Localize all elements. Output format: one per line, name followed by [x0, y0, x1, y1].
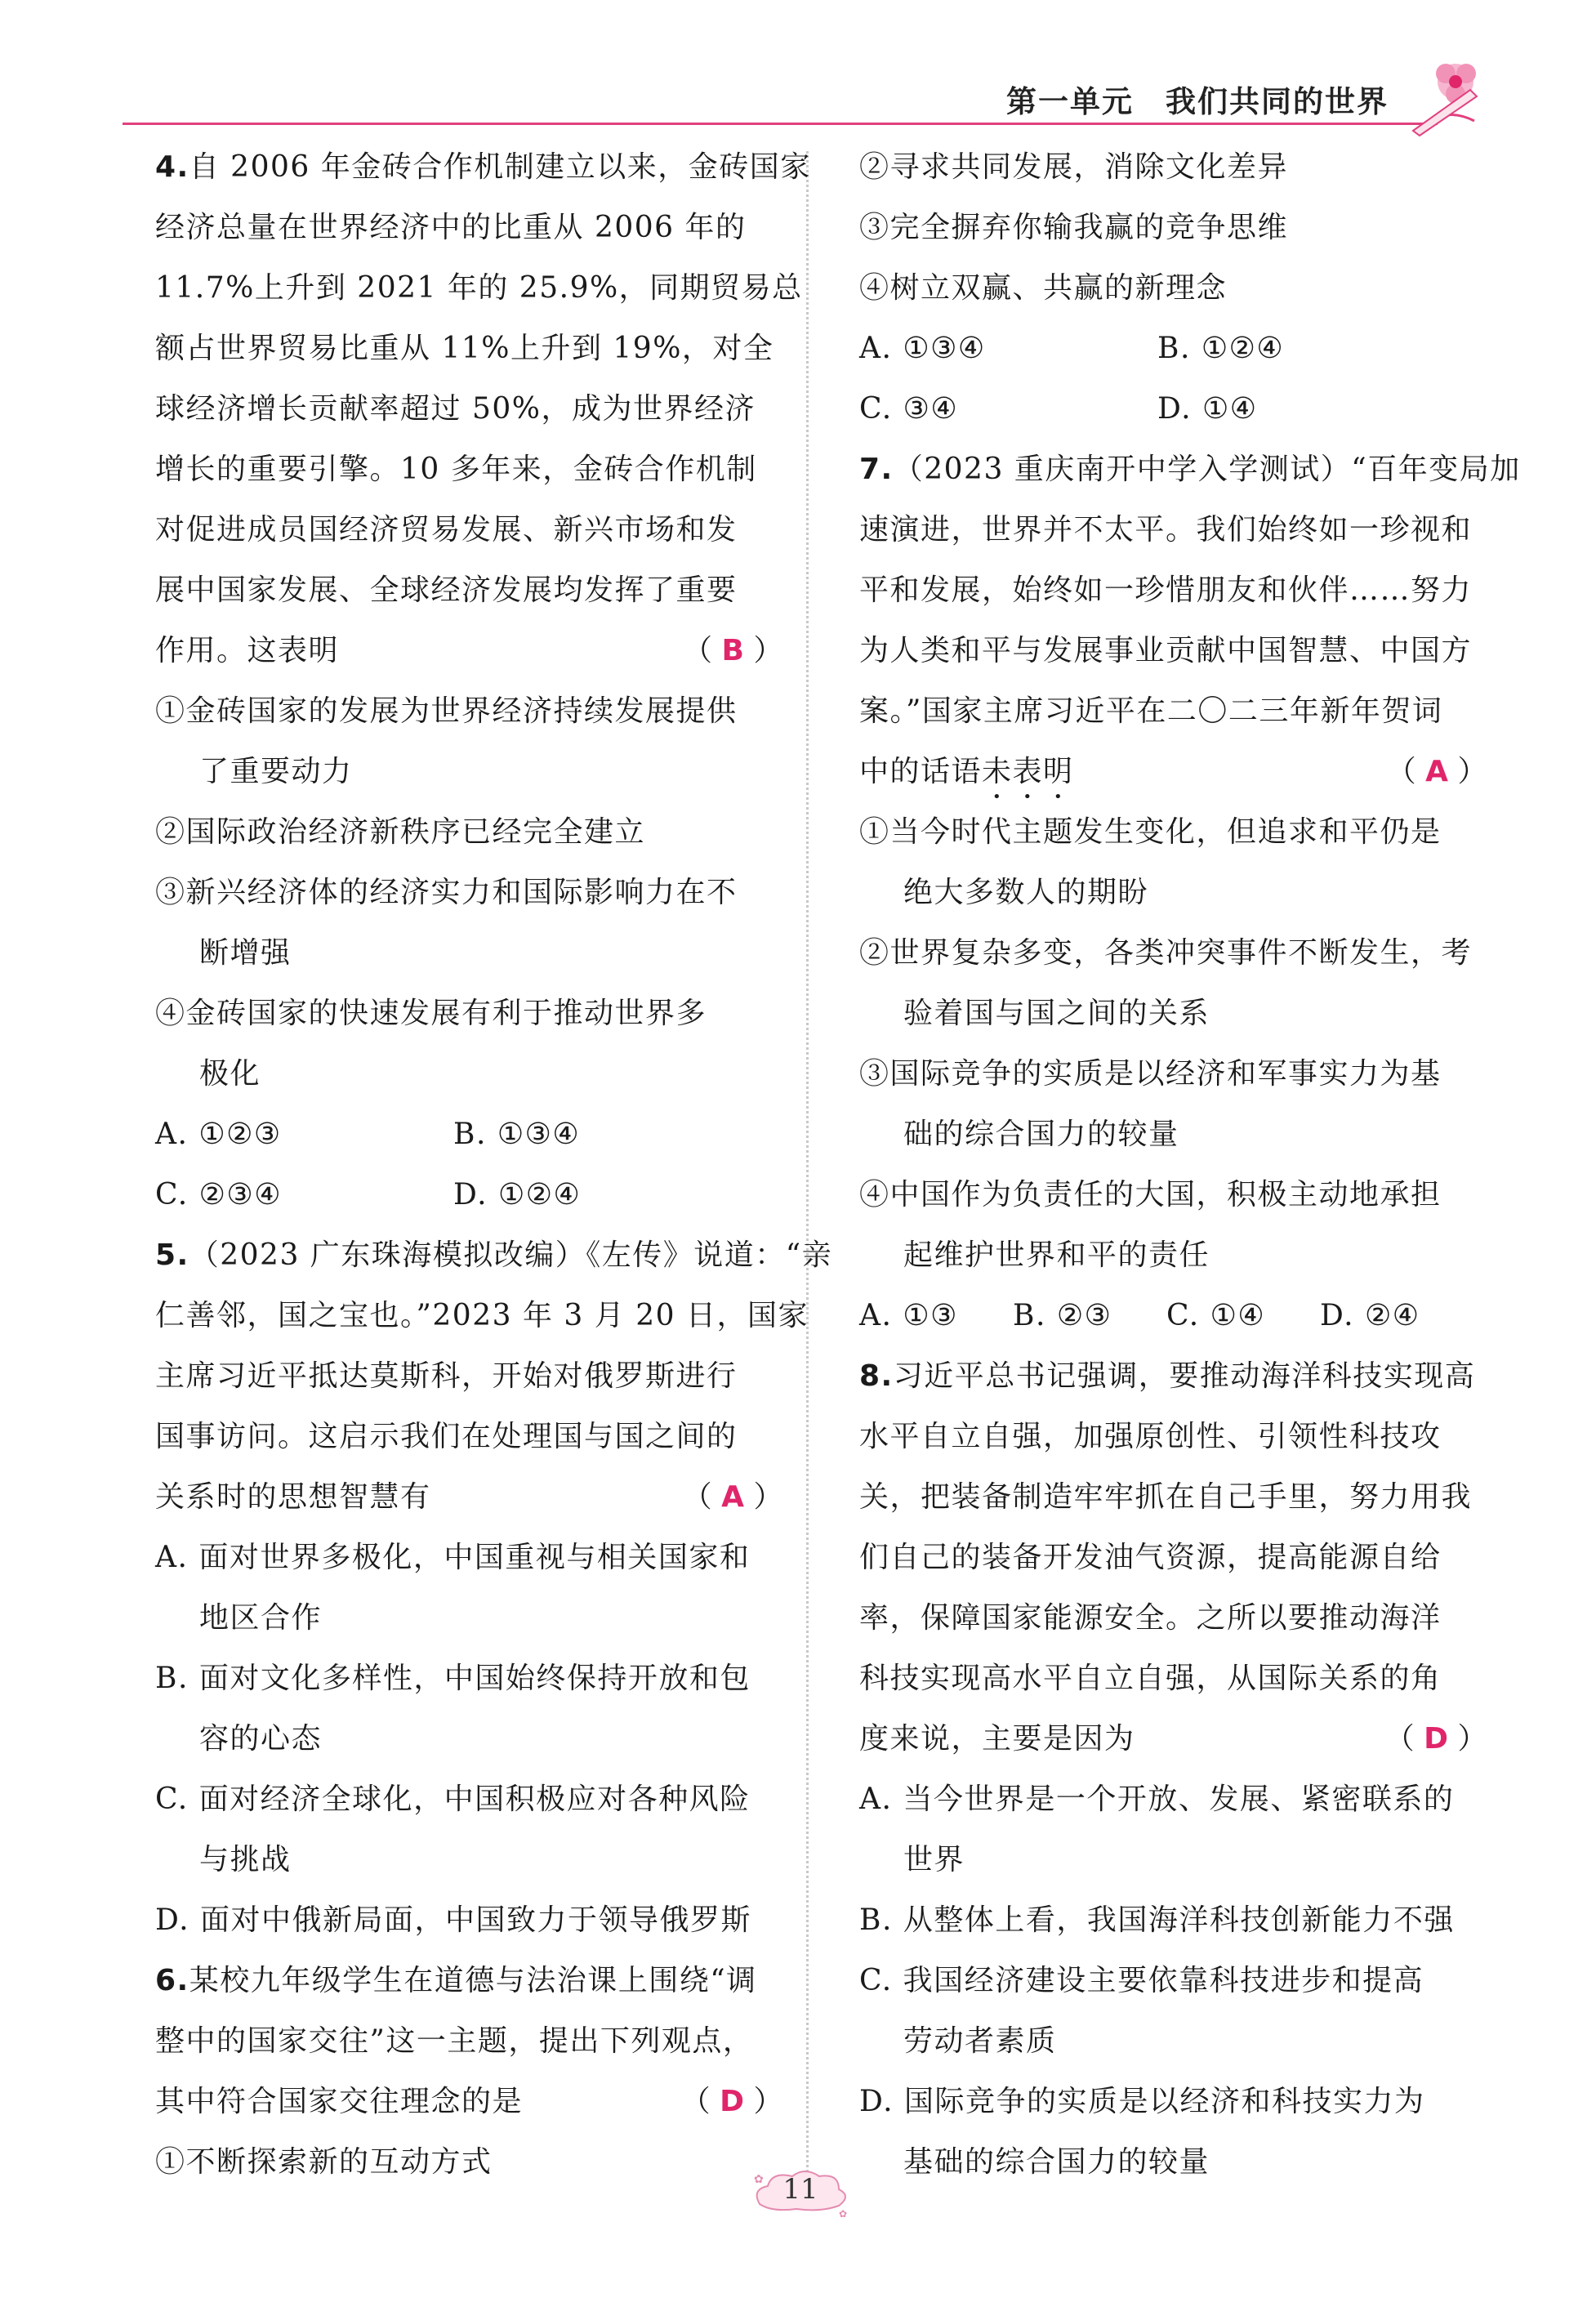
page-number: 11 — [782, 2173, 818, 2206]
continuation-line — [859, 863, 1488, 923]
option-row — [155, 1104, 784, 1165]
question-text: 作用。这表明 — [155, 634, 340, 667]
continuation-line — [155, 1588, 784, 1649]
text-line — [155, 1528, 784, 1588]
question-prompt-line — [155, 2072, 784, 2132]
unit-title: 第一单元 我们共同的世界 — [1006, 84, 1389, 119]
text-line — [859, 1649, 1488, 1709]
question-number: 4. — [155, 150, 189, 184]
answer-bracket: （ D ） — [1384, 1722, 1488, 1756]
text-line — [859, 2072, 1488, 2132]
line-text: 绝大多数人的期盼 — [903, 876, 1149, 909]
text-line — [155, 1769, 784, 1830]
line-text: ③国际竞争的实质是以经济和军事实力为基 — [859, 1057, 1442, 1091]
choice-option: B. ①②④ — [1157, 332, 1285, 365]
answer-letter: D — [720, 2085, 746, 2118]
text-line — [859, 1951, 1488, 2011]
text-line — [859, 1407, 1488, 1467]
question-text: （2023 重庆南开中学入学测试）“百年变局加 — [893, 453, 1521, 486]
continuation-line — [155, 742, 784, 802]
question-text: 自 2006 年金砖合作机制建立以来，金砖国家 — [189, 150, 811, 184]
line-text: ①金砖国家的发展为世界经济持续发展提供 — [155, 694, 738, 728]
text-line — [859, 802, 1488, 863]
line-text: ②世界复杂多变，各类冲突事件不断发生，考 — [859, 936, 1473, 970]
pencil-flower-icon — [1397, 49, 1495, 139]
question-stem-line — [155, 1951, 784, 2011]
line-text: D. 面对中俄新局面，中国致力于领导俄罗斯 — [155, 1903, 751, 1937]
text-line — [155, 1890, 784, 1951]
line-text: ②寻求共同发展，消除文化差异 — [859, 150, 1289, 184]
text-line — [859, 681, 1488, 742]
option-row — [859, 379, 1488, 440]
continuation-line — [859, 2132, 1488, 2193]
question-text: 度来说，主要是因为 — [859, 1722, 1135, 1756]
line-text: 主席习近平抵达莫斯科，开始对俄罗斯进行 — [155, 1359, 738, 1393]
answer-letter: A — [1425, 755, 1450, 788]
answer-letter: A — [721, 1480, 746, 1514]
text-line — [859, 621, 1488, 681]
text-line — [155, 802, 784, 863]
answer-bracket: （ B ） — [683, 634, 784, 667]
choice-option: B. ②③ — [1013, 1299, 1112, 1332]
line-text: 世界 — [903, 1843, 965, 1876]
page-header — [123, 49, 1495, 139]
line-text: 国事访问。这启示我们在处理国与国之间的 — [155, 1420, 738, 1453]
text-line — [859, 1890, 1488, 1951]
text-line — [859, 560, 1488, 621]
choice-option: D. ①④ — [1157, 392, 1258, 426]
answer-bracket: （ D ） — [680, 2085, 784, 2118]
text-line — [155, 319, 784, 379]
line-text: 案。”国家主席习近平在二〇二三年新年贺词 — [859, 694, 1443, 728]
line-text: 容的心态 — [199, 1722, 323, 1756]
text-line — [155, 258, 803, 319]
choice-option: A. ①③ — [859, 1299, 958, 1332]
text-line — [155, 500, 784, 560]
line-text: A. 当今世界是一个开放、发展、紧密联系的 — [859, 1783, 1455, 1816]
text-line — [859, 500, 1488, 560]
line-text: B. 面对文化多样性，中国始终保持开放和包 — [155, 1662, 751, 1695]
question-number: 5. — [155, 1238, 189, 1272]
page-footer — [747, 2165, 854, 2222]
choice-option: C. ①④ — [1166, 1299, 1266, 1332]
line-text: 础的综合国力的较量 — [903, 1118, 1179, 1151]
text-line — [155, 1346, 784, 1407]
option-row — [859, 319, 1488, 379]
line-text: ②国际政治经济新秩序已经完全建立 — [155, 815, 646, 849]
emphasized-text: 未表明 — [982, 755, 1074, 788]
question-prompt-line — [155, 1467, 784, 1528]
question-stem-line — [859, 440, 1521, 500]
question-stem-line — [155, 1225, 833, 1286]
text-line — [859, 198, 1488, 258]
text-line — [155, 198, 784, 258]
text-line — [859, 1165, 1488, 1225]
question-prompt-line — [859, 742, 1488, 802]
question-stem-line — [859, 1346, 1488, 1407]
option-row — [155, 1165, 784, 1225]
text-line — [155, 440, 784, 500]
line-text: 增长的重要引擎。10 多年来，金砖合作机制 — [155, 453, 757, 486]
text-line — [859, 1769, 1488, 1830]
line-text: 劳动者素质 — [903, 2024, 1057, 2058]
text-line — [155, 2011, 784, 2072]
line-text: ①当今时代主题发生变化，但追求和平仍是 — [859, 815, 1442, 849]
line-text: 对促进成员国经济贸易发展、新兴市场和发 — [155, 513, 738, 547]
line-text: 地区合作 — [199, 1601, 323, 1635]
question-text: 某校九年级学生在道德与法治课上围绕“调 — [189, 1964, 757, 1997]
answer-letter: D — [1424, 1722, 1450, 1756]
header-rule — [123, 123, 1438, 125]
line-text: A. 面对世界多极化，中国重视与相关国家和 — [155, 1541, 751, 1574]
text-line — [155, 984, 784, 1044]
text-line — [155, 681, 784, 742]
line-text: 率，保障国家能源安全。之所以要推动海洋 — [859, 1601, 1442, 1635]
line-text: ④树立双赢、共赢的新理念 — [859, 271, 1228, 305]
choice-option: A. ①②③ — [155, 1118, 282, 1151]
question-text: （2023 广东珠海模拟改编）《左传》说道：“亲 — [189, 1238, 833, 1272]
line-text: ③新兴经济体的经济实力和国际影响力在不 — [155, 876, 738, 909]
text-line — [155, 1649, 784, 1709]
text-line — [155, 379, 784, 440]
text-line — [859, 1044, 1488, 1104]
svg-text:✿: ✿ — [754, 2173, 764, 2186]
answer-bracket: （ A ） — [1386, 755, 1488, 788]
left-column — [155, 137, 833, 2193]
text-line — [155, 1407, 784, 1467]
choice-option: D. ②④ — [1320, 1299, 1420, 1332]
line-text: 展中国家发展、全球经济发展均发挥了重要 — [155, 573, 738, 607]
question-text: 习近平总书记强调，要推动海洋科技实现高 — [893, 1359, 1476, 1393]
continuation-line — [859, 2011, 1488, 2072]
text-line — [155, 1286, 809, 1346]
continuation-line — [155, 1709, 784, 1769]
choice-option: C. ③④ — [859, 392, 959, 426]
line-text: ④中国作为负责任的大国，积极主动地承担 — [859, 1178, 1442, 1211]
line-text: 经济总量在世界经济中的比重从 2006 年的 — [155, 211, 747, 244]
text-line — [859, 1467, 1488, 1528]
column-divider — [806, 151, 809, 2177]
continuation-line — [859, 984, 1488, 1044]
line-text: 整中的国家交往”这一主题，提出下列观点， — [155, 2024, 754, 2058]
line-text: 基础的综合国力的较量 — [903, 2145, 1210, 2179]
line-text: ③完全摒弃你输我赢的竞争思维 — [859, 211, 1289, 244]
line-text: 了重要动力 — [199, 755, 353, 788]
question-prompt-line — [859, 1709, 1488, 1769]
text-line — [155, 863, 784, 923]
text-line — [155, 560, 784, 621]
line-text: ①不断探索新的互动方式 — [155, 2145, 493, 2179]
continuation-line — [155, 1830, 784, 1890]
answer-bracket: （ A ） — [682, 1480, 784, 1514]
line-text: C. 我国经济建设主要依靠科技进步和提高 — [859, 1964, 1424, 1997]
continuation-line — [859, 1830, 1488, 1890]
line-text: 仁善邻，国之宝也。”2023 年 3 月 20 日，国家 — [155, 1299, 809, 1332]
text-line — [859, 923, 1488, 984]
question-prompt-line — [155, 621, 784, 681]
continuation-line — [155, 1044, 784, 1104]
text-line — [859, 137, 1488, 198]
continuation-line — [155, 923, 784, 984]
question-stem-line — [155, 137, 811, 198]
line-text: 断增强 — [199, 936, 292, 970]
line-text: 额占世界贸易比重从 11%上升到 19%，对全 — [155, 332, 774, 365]
question-text: 关系时的思想智慧有 — [155, 1480, 431, 1514]
line-text: 速演进，世界并不太平。我们始终如一珍视和 — [859, 513, 1473, 547]
right-column — [859, 137, 1521, 2193]
continuation-line — [859, 1104, 1488, 1165]
question-number: 7. — [859, 453, 894, 486]
text-line — [859, 258, 1488, 319]
line-text: 们自己的装备开发油气资源，提高能源自给 — [859, 1541, 1442, 1574]
line-text: 关，把装备制造牢牢抓在自己手里，努力用我 — [859, 1480, 1473, 1514]
line-text: 与挑战 — [199, 1843, 292, 1876]
line-text: B. 从整体上看，我国海洋科技创新能力不强 — [859, 1903, 1455, 1937]
text-line — [859, 1528, 1488, 1588]
choice-option: C. ②③④ — [155, 1178, 282, 1211]
text-line — [155, 2132, 784, 2193]
text-line — [859, 1588, 1488, 1649]
line-text: 极化 — [199, 1057, 261, 1091]
line-text: 平和发展，始终如一珍惜朋友和伙伴……努力 — [859, 573, 1473, 607]
line-text: 球经济增长贡献率超过 50%，成为世界经济 — [155, 392, 756, 426]
line-text: D. 国际竞争的实质是以经济和科技实力为 — [859, 2085, 1425, 2118]
choice-option: A. ①③④ — [859, 332, 986, 365]
choice-option: D. ①②④ — [453, 1178, 582, 1211]
question-text: 其中符合国家交往理念的是 — [155, 2085, 524, 2118]
line-text: 为人类和平与发展事业贡献中国智慧、中国方 — [859, 634, 1473, 667]
choice-option: B. ①③④ — [453, 1118, 581, 1151]
line-text: ④金砖国家的快速发展有利于推动世界多 — [155, 997, 707, 1030]
line-text: 起维护世界和平的责任 — [903, 1238, 1210, 1272]
question-text: 中的话语 — [859, 755, 983, 788]
line-text: 科技实现高水平自立自强，从国际关系的角 — [859, 1662, 1442, 1695]
svg-text:✿: ✿ — [839, 2208, 848, 2220]
line-text: 11.7%上升到 2021 年的 25.9%，同期贸易总 — [155, 271, 803, 305]
question-number: 8. — [859, 1359, 894, 1393]
question-number: 6. — [155, 1964, 189, 1997]
line-text: 验着国与国之间的关系 — [903, 997, 1210, 1030]
line-text: C. 面对经济全球化，中国积极应对各种风险 — [155, 1783, 751, 1816]
line-text: 水平自立自强，加强原创性、引领性科技攻 — [859, 1420, 1442, 1453]
continuation-line — [859, 1225, 1488, 1286]
answer-letter: B — [721, 634, 746, 667]
option-row — [859, 1286, 1488, 1346]
